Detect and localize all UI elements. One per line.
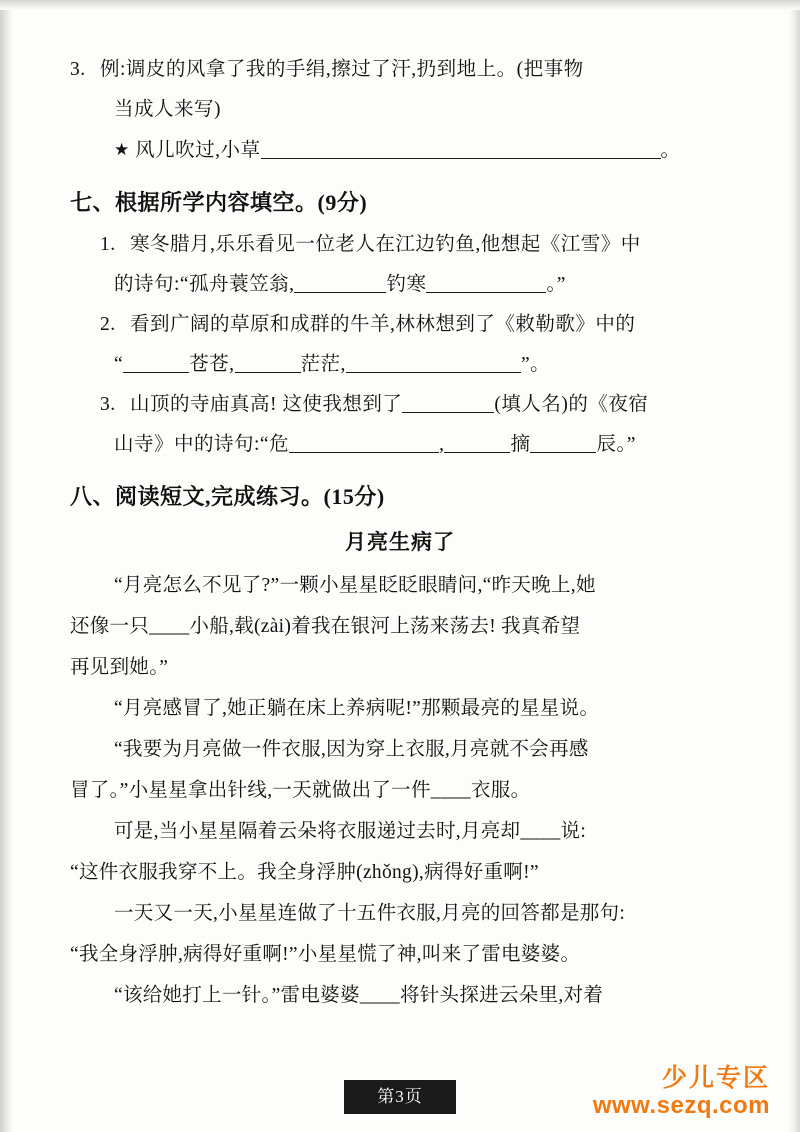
article-paragraph-5-line-1: 一天又一天,小星星连做了十五件衣服,月亮的回答都是那句: xyxy=(114,903,626,924)
section-7-title: 七、根据所学内容填空。(9分) xyxy=(70,190,368,215)
section7-item-1-line-1 xyxy=(70,225,730,265)
section7-item-3-text-a: 山顶的寺庙真高! 这使我想到了 xyxy=(130,394,403,415)
article-paragraph-6-line-1: “该给她打上一针。”雷电婆婆____将针头探进云朵里,对着 xyxy=(114,985,604,1006)
section7-item-3-text-f: 辰。” xyxy=(596,434,636,455)
section7-item-2-text-b: 苍苍, xyxy=(189,354,235,375)
section7-item-2-text-d: ”。 xyxy=(520,354,551,375)
page-number-footer: 第3页 xyxy=(344,1080,456,1114)
watermark-brand: 少儿专区 xyxy=(661,1064,770,1092)
answer-blank[interactable] xyxy=(530,433,596,454)
section7-item-3-line-1 xyxy=(70,385,730,425)
section7-item-3-number: 3. xyxy=(100,394,116,415)
page-edge-left xyxy=(0,0,14,1132)
section7-item-2-number: 2. xyxy=(100,314,116,335)
section7-item-1-text-c: 。” xyxy=(546,274,566,295)
question-3-star-line xyxy=(70,130,730,171)
section7-item-3-text-d: , xyxy=(439,434,445,455)
watermark-url: www.sezq.com xyxy=(592,1092,770,1119)
article-paragraph-1-line-1: “月亮怎么不见了?”一颗小星星眨眨眼睛问,“昨天晚上,她 xyxy=(114,575,596,596)
question-3-text-b: 当成人来写) xyxy=(114,99,221,120)
article-paragraph-3-line-1: “我要为月亮做一件衣服,因为穿上衣服,月亮就不会再感 xyxy=(114,739,589,760)
section7-item-3-text-c: 山寺》中的诗句:“危 xyxy=(114,434,290,455)
question-3-text-a: 例:调皮的风拿了我的手绢,擦过了汗,扔到地上。(把事物 xyxy=(100,59,584,80)
answer-blank[interactable] xyxy=(235,353,301,374)
section7-item-1-number: 1. xyxy=(100,234,116,255)
section-8-title: 八、阅读短文,完成练习。(15分) xyxy=(70,484,385,509)
section7-item-1-text-a: 的诗句:“孤舟蓑笠翁, xyxy=(114,274,295,295)
article-paragraph-1-line-3: 再见到她。” xyxy=(70,657,169,678)
section7-item-1-line-2 xyxy=(70,265,730,305)
star-icon: ★ xyxy=(114,140,130,159)
question-3-star-end: 。 xyxy=(660,140,681,161)
article-paragraph-3-line-2: 冒了。”小星星拿出针线,一天就做出了一件____衣服。 xyxy=(70,780,531,801)
section7-item-2-line-1 xyxy=(70,305,730,345)
article-paragraph-4-line-2: “这件衣服我穿不上。我全身浮肿(zhǒng),病得好重啊!” xyxy=(70,862,539,883)
question-3-number: 3. xyxy=(70,59,86,80)
answer-blank[interactable] xyxy=(426,273,546,294)
section7-item-3-text-e: 摘 xyxy=(510,434,531,455)
section7-item-3-text-b: (填人名)的《夜宿 xyxy=(494,394,649,415)
article-paragraph-5-line-2: “我全身浮肿,病得好重啊!”小星星慌了神,叫来了雷电婆婆。 xyxy=(70,944,581,965)
section7-item-2-text-a: “ xyxy=(114,354,124,375)
answer-blank[interactable] xyxy=(346,353,521,374)
answer-blank[interactable] xyxy=(261,139,661,160)
question-3-line-1 xyxy=(70,50,730,90)
section7-item-2-line-2 xyxy=(70,345,730,385)
answer-blank[interactable] xyxy=(402,393,494,414)
answer-blank[interactable] xyxy=(123,353,189,374)
section7-item-1-text-b: 钓寒 xyxy=(386,274,427,295)
section7-item-2-text-c: 茫茫, xyxy=(300,354,346,375)
article-paragraph-2-line-1: “月亮感冒了,她正躺在床上养病呢!”那颗最亮的星星说。 xyxy=(114,698,600,719)
answer-blank[interactable] xyxy=(294,273,386,294)
section7-item-1-text: 寒冬腊月,乐乐看见一位老人在江边钓鱼,他想起《江雪》中 xyxy=(130,234,641,255)
answer-blank[interactable] xyxy=(289,433,439,454)
question-3-star-text: 风儿吹过,小草 xyxy=(135,140,261,161)
section7-item-2-text: 看到广阔的草原和成群的牛羊,林林想到了《敕勒歌》中的 xyxy=(130,314,636,335)
page-edge-right xyxy=(788,0,800,1132)
watermark xyxy=(593,1058,770,1120)
section7-item-3-line-2 xyxy=(70,425,730,465)
article-paragraph-1-line-2: 还像一只____小船,载(zài)着我在银河上荡来荡去! 我真希望 xyxy=(70,616,581,637)
page-content xyxy=(70,50,730,1016)
article-paragraph-4-line-1: 可是,当小星星隔着云朵将衣服递过去时,月亮却____说: xyxy=(114,821,587,842)
article-title: 月亮生病了 xyxy=(345,530,455,554)
answer-blank[interactable] xyxy=(444,433,510,454)
question-3-line-2 xyxy=(70,90,730,130)
page-edge-top xyxy=(0,0,800,10)
